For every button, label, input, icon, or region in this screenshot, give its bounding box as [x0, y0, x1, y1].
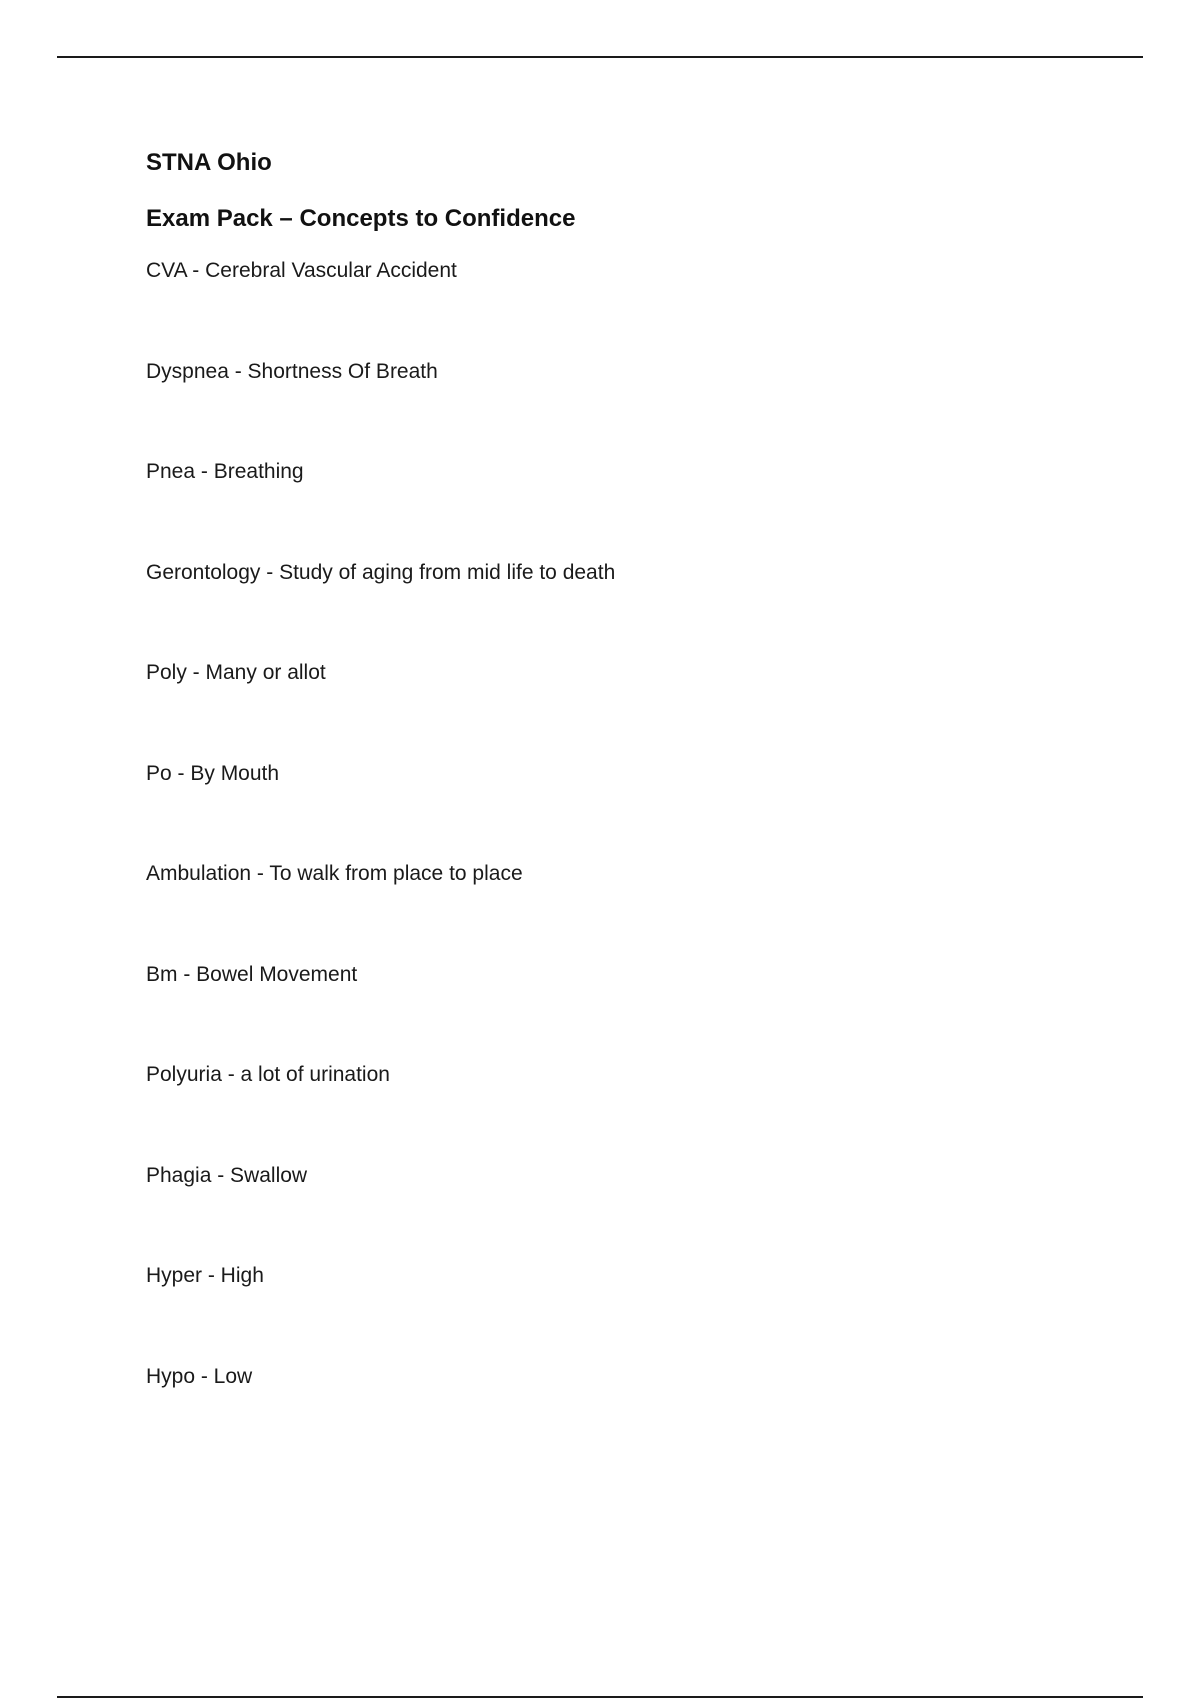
term-item: Hypo - Low	[146, 1364, 253, 1388]
document-subtitle: Exam Pack – Concepts to Confidence	[146, 205, 576, 232]
term-item: Polyuria - a lot of urination	[146, 1063, 390, 1086]
term-item: Bm - Bowel Movement	[146, 962, 358, 986]
term-item: Ambulation - To walk from place to place	[146, 862, 523, 885]
term-item: Pnea - Breathing	[146, 460, 304, 483]
term-item: Phagia - Swallow	[146, 1163, 308, 1187]
term-list	[146, 258, 615, 1464]
term-item: Po - By Mouth	[146, 761, 280, 785]
document-title: STNA Ohio	[146, 149, 272, 176]
term-item: Dyspnea - Shortness Of Breath	[146, 359, 438, 383]
term-item: Poly - Many or allot	[146, 661, 326, 684]
bottom-divider	[57, 1696, 1143, 1698]
term-item: CVA - Cerebral Vascular Accident	[146, 259, 457, 282]
top-divider	[57, 56, 1143, 58]
term-item: Gerontology - Study of aging from mid life to death	[146, 560, 616, 584]
term-item: Hyper - High	[146, 1264, 264, 1287]
